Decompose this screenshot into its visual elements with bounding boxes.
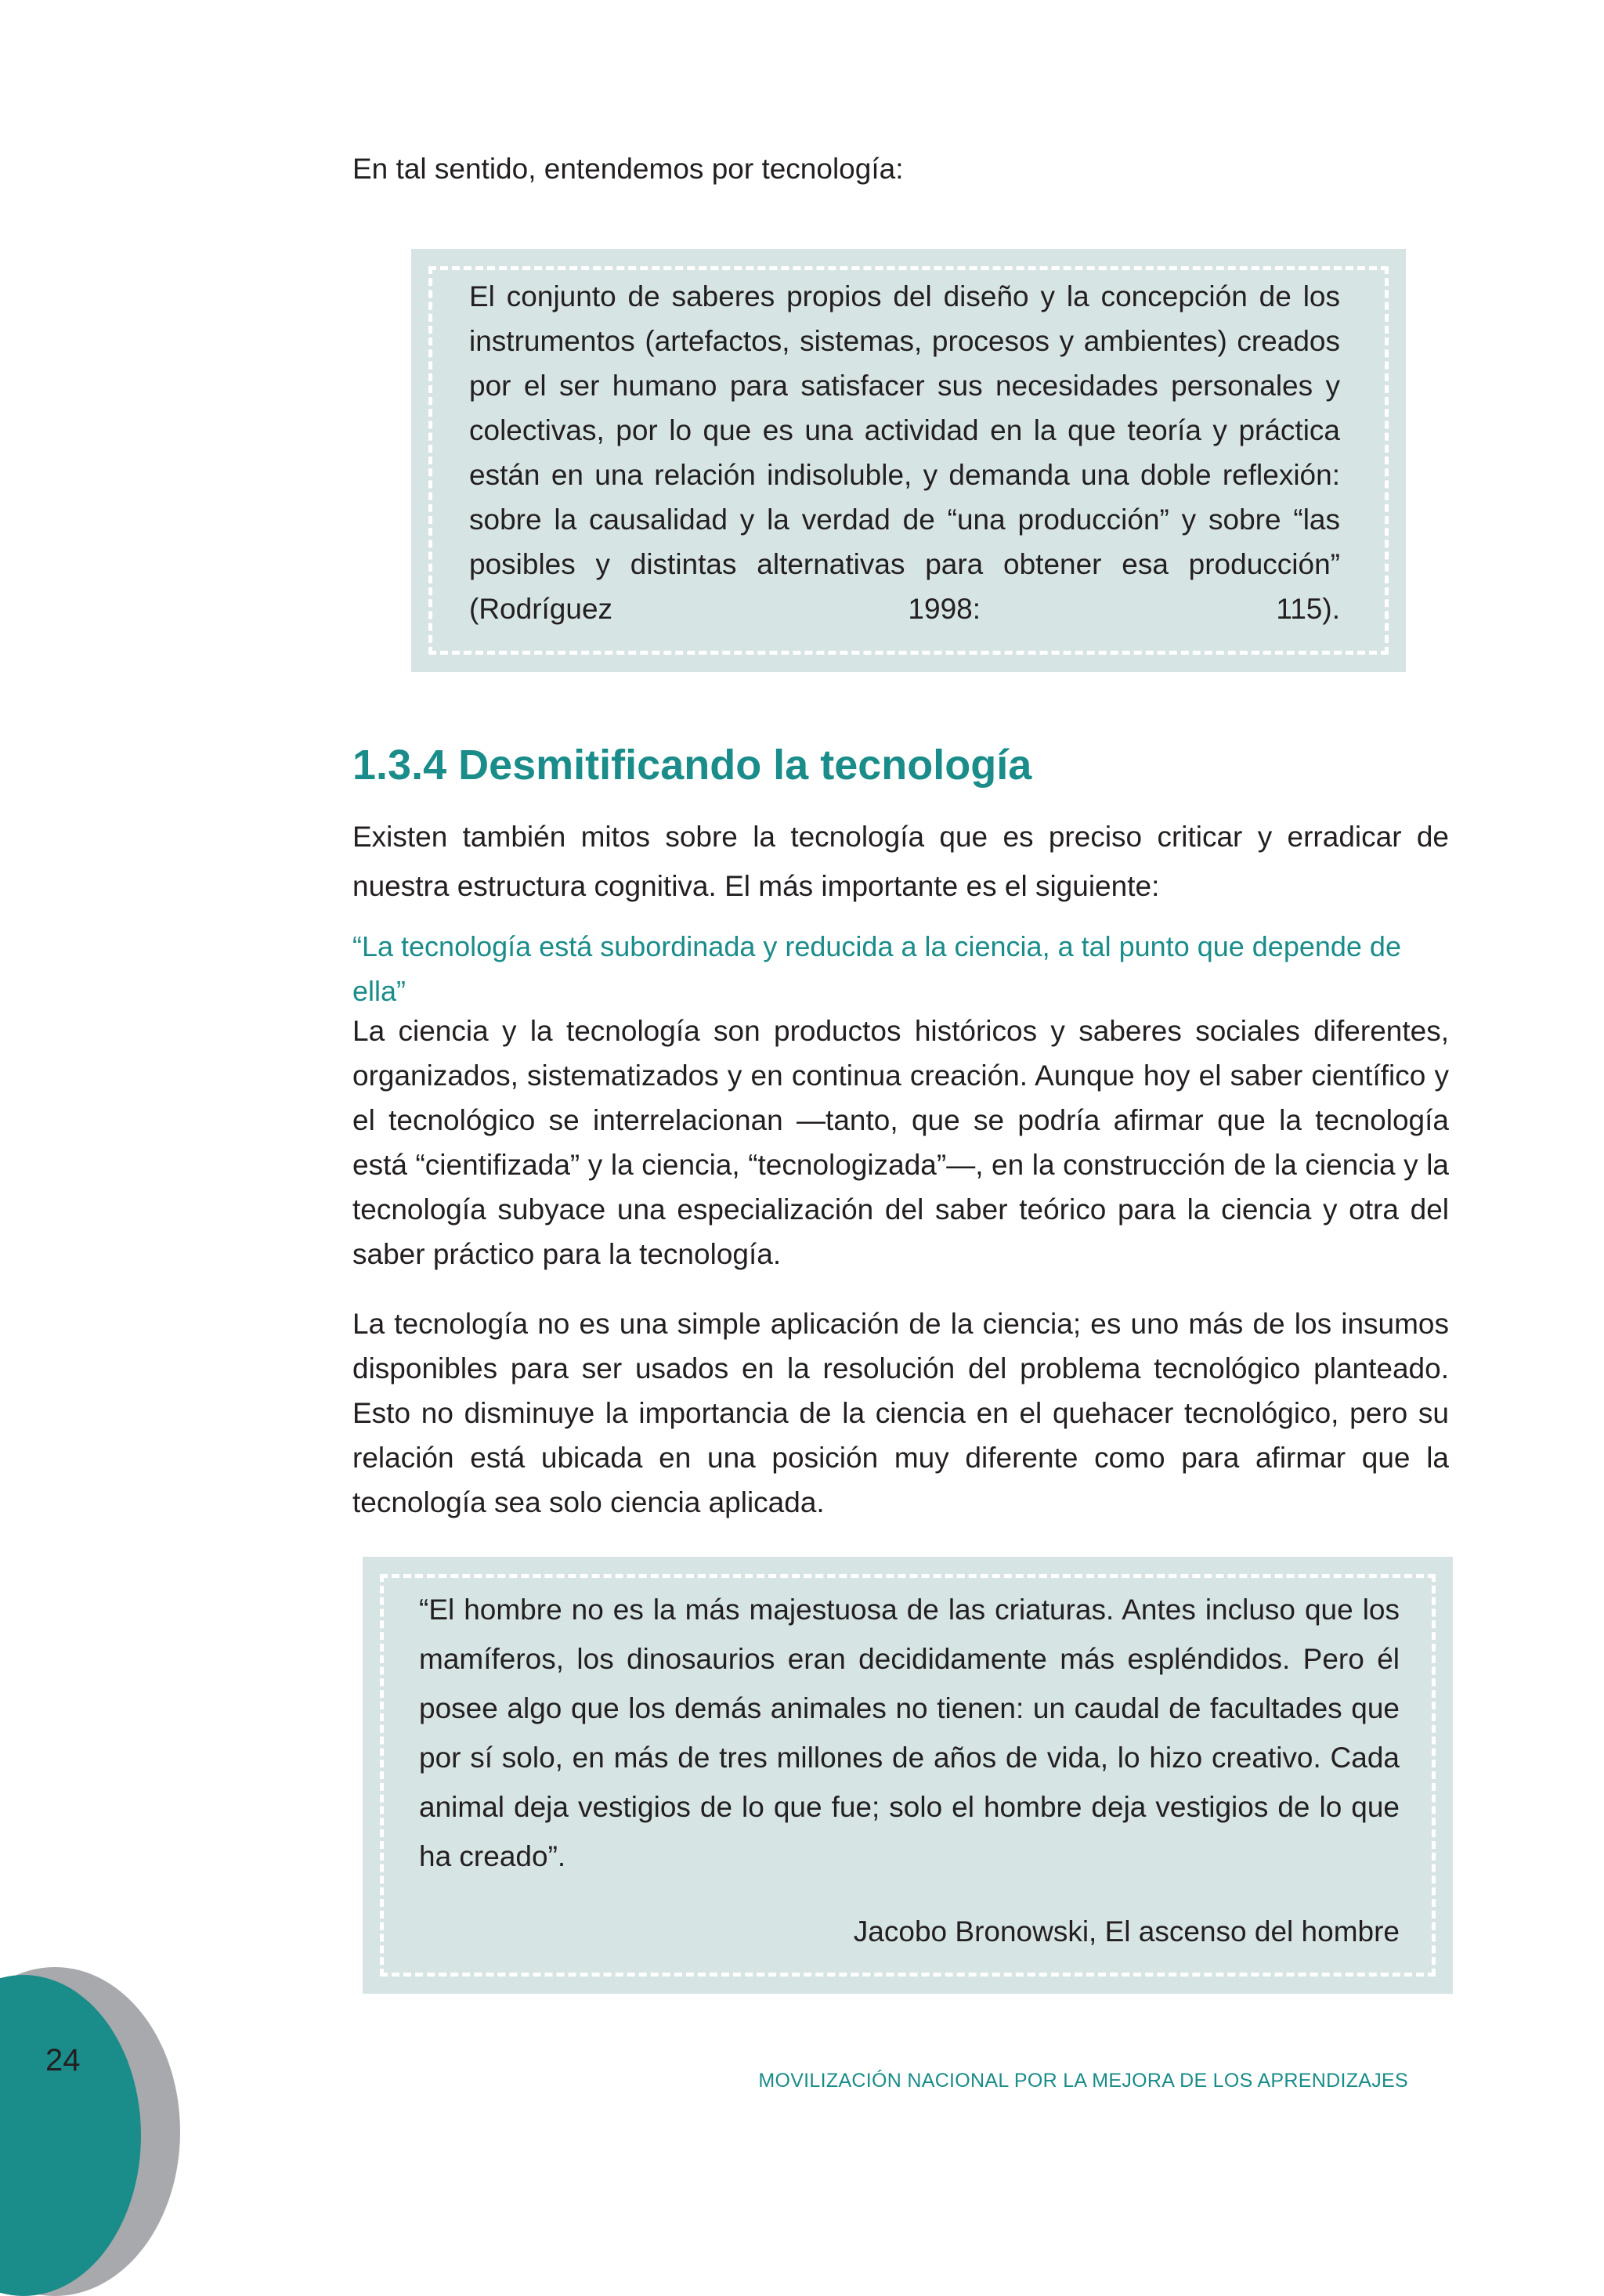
definition-line: sobre la causalidad y la verdad de “una producción” y sobre “las	[469, 504, 1340, 536]
definition-line: están en una relación indisoluble, y demanda una doble reflexión:	[469, 459, 1340, 491]
body-paragraph-2: La tecnología no es una simple aplicación de la ciencia; es uno más de los insumos disponibles para ser usados en la resolución del problema tecnológico planteado. Esto no disminuye la importancia de la ciencia en el quehacer tecnológico, pero su relación está ubicada en una posición muy diferente como para afirmar que la tecnología sea solo ciencia aplicada.	[352, 1308, 1449, 1518]
definition-citation: (Rodríguez 1998: 115).	[469, 593, 1340, 625]
definition-line: El conjunto de saberes propios del diseño y la concepción de los	[469, 280, 1340, 312]
definition-line: colectivas, por lo que es una actividad en la que teoría y práctica	[469, 414, 1340, 446]
page-corner-decoration	[0, 1967, 157, 2296]
section-heading: 1.3.4 Desmitificando la tecnología	[352, 742, 1032, 789]
bronowski-quote: “El hombre no es la más majestuosa de las criaturas. Antes incluso que los mamíferos, los dinosaurios eran decididamente más espléndidos. Pero él posee algo que los demás animales no tienen: un caudal de facultades que por sí solo, en más de tres millones de años de vida, lo hizo creativo. Cada animal deja vestigios de lo que fue; solo el hombre deja vestigios de lo que ha creado”.	[419, 1594, 1400, 1872]
footer-text: MOVILIZACIÓN NACIONAL POR LA MEJORA DE LOS APRENDIZAJES	[758, 2070, 1408, 2092]
intro-text: En tal sentido, entendemos por tecnología:	[352, 153, 904, 185]
bronowski-attribution: Jacobo Bronowski, El ascenso del hombre	[853, 1915, 1400, 1948]
myths-intro-block	[352, 812, 1449, 911]
myth-quote: “La tecnología está subordinada y reducida a la ciencia, a tal punto que depende de ella”	[352, 930, 1401, 1007]
bronowski-quote-box	[363, 1557, 1453, 1994]
definition-line: por el ser humano para satisfacer sus necesidades personales y	[469, 370, 1340, 402]
definition-line: posibles y distintas alternativas para obtener esa producción”	[469, 548, 1340, 580]
definition-box	[411, 249, 1406, 672]
definition-content	[469, 274, 1340, 631]
myths-intro-text: Existen también mitos sobre la tecnología que es preciso criticar y erradicar de nuestra estructura cognitiva. El más importante es el siguiente:	[352, 821, 1449, 902]
page-number: 24	[45, 2043, 81, 2078]
definition-line: instrumentos (artefactos, sistemas, procesos y ambientes) creados	[469, 325, 1340, 357]
body-paragraph-1: La ciencia y la tecnología son productos históricos y saberes sociales diferentes, organizados, sistematizados y en continua creación. Aunque hoy el saber científico y el tecnológico se interrelacionan —tanto, que se podría afirmar que la tecnología está “cientifizada” y la ciencia, “tecnologizada”—, en la construcción de la ciencia y la tecnología subyace una especialización del saber teórico para la ciencia y otra del saber práctico para la tecnología.	[352, 1015, 1449, 1270]
bronowski-content	[419, 1585, 1400, 1881]
